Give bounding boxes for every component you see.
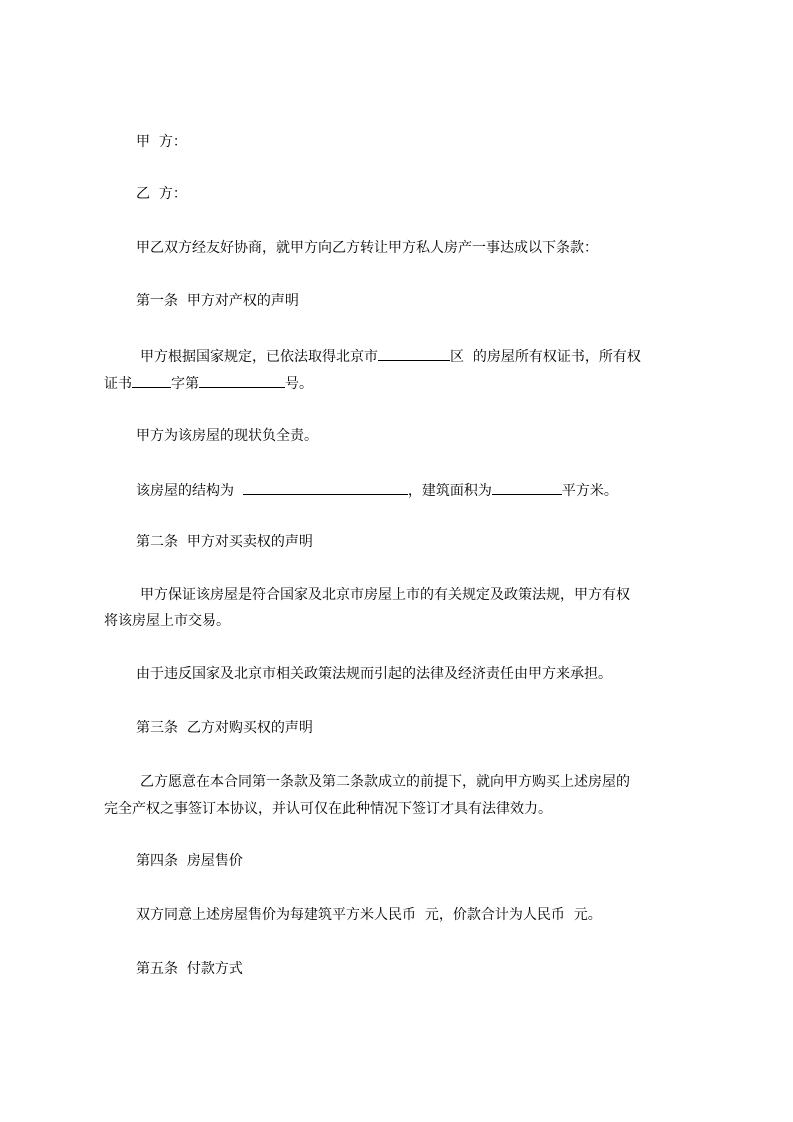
district-blank bbox=[378, 345, 450, 361]
article-2-paragraph-2: 由于违反国家及北京市相关政策法规而引起的法律及经济责任由甲方来承担。 bbox=[136, 666, 612, 682]
article-4-title: 第四条 房屋售价 bbox=[136, 853, 243, 869]
certificate-number-blank bbox=[199, 372, 285, 388]
article-1-paragraph-1-line-2: 证书 字第 号。 bbox=[104, 372, 313, 394]
article-2-title: 第二条 甲方对买卖权的声明 bbox=[136, 534, 313, 550]
article-3-title: 第三条 乙方对购买权的声明 bbox=[136, 720, 313, 736]
intro-paragraph: 甲乙双方经友好协商，就甲方向乙方转让甲方私人房产一事达成以下条款： bbox=[136, 240, 598, 256]
article-1-paragraph-2: 甲方为该房屋的现状负全责。 bbox=[136, 428, 318, 444]
article-1-paragraph-1-line-1: 甲方根据国家规定，已依法取得北京市 区 的房屋所有权证书，所有权 bbox=[140, 345, 641, 367]
article-5-title: 第五条 付款方式 bbox=[136, 961, 243, 977]
article-4-paragraph-1: 双方同意上述房屋售价为每建筑平方米人民币 元，价款合计为人民币 元。 bbox=[136, 907, 602, 923]
article-1-paragraph-3: 该房屋的结构为 ，建筑面积为 平方米。 bbox=[136, 479, 618, 501]
article-3-paragraph-1-line-2: 完全产权之事签订本协议，并认可仅在此种情况下签订才具有法律效力。 bbox=[104, 801, 552, 817]
article-3-paragraph-1-line-1: 乙方愿意在本合同第一条款及第二条款成立的前提下，就向甲方购买上述房屋的 bbox=[140, 774, 630, 790]
article-1-title: 第一条 甲方对产权的声明 bbox=[136, 293, 299, 309]
party-b-label: 乙 方： bbox=[136, 186, 187, 202]
article-2-paragraph-1-line-1: 甲方保证该房屋是符合国家及北京市房屋上市的有关规定及政策法规，甲方有权 bbox=[140, 587, 630, 603]
certificate-prefix-blank bbox=[132, 372, 171, 388]
article-2-paragraph-1-line-2: 将该房屋上市交易。 bbox=[104, 613, 230, 629]
party-a-label: 甲 方： bbox=[136, 134, 187, 150]
area-blank bbox=[492, 479, 562, 495]
structure-blank bbox=[243, 479, 408, 495]
